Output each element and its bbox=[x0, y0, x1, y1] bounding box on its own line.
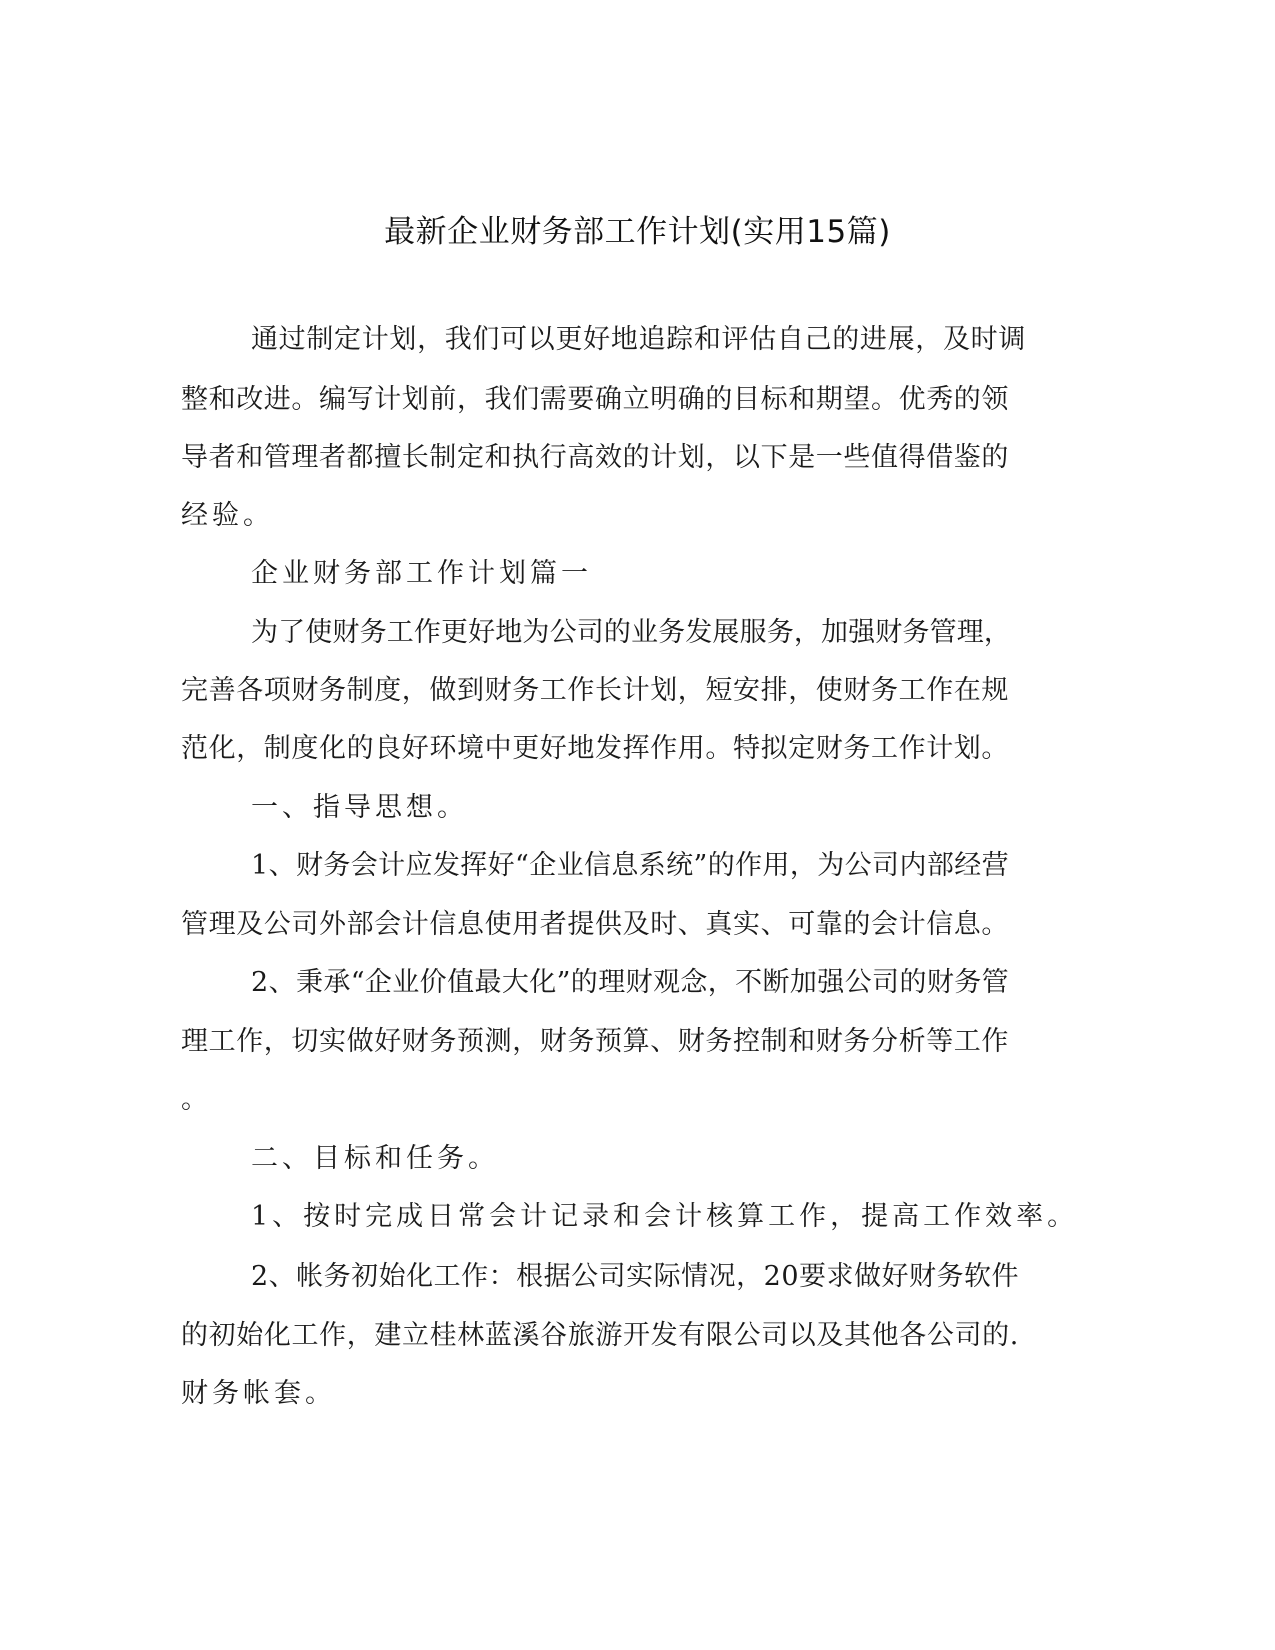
paragraph-line: 。 bbox=[181, 1084, 212, 1115]
paragraph-line: 整和改进。编写计划前，我们需要确立明确的目标和期望。优秀的领 bbox=[181, 384, 1009, 415]
paragraph-line: 通过制定计划，我们可以更好地追踪和评估自己的进展，及时调 bbox=[251, 324, 1026, 355]
document-title: 最新企业财务部工作计划(实用15篇) bbox=[384, 214, 891, 250]
paragraph-line: 1、按时完成日常会计记录和会计核算工作，提高工作效率。 bbox=[251, 1201, 1079, 1232]
paragraph-line: 企业财务部工作计划篇一 bbox=[251, 558, 592, 589]
paragraph-line: 范化，制度化的良好环境中更好地发挥作用。特拟定财务工作计划。 bbox=[181, 733, 1009, 764]
paragraph-line: 经验。 bbox=[181, 500, 274, 531]
paragraph-line: 1、财务会计应发挥好“企业信息系统”的作用，为公司内部经营 bbox=[251, 850, 1009, 881]
paragraph-line: 为了使财务工作更好地为公司的业务发展服务，加强财务管理， bbox=[251, 617, 1011, 648]
paragraph-line: 二、目标和任务。 bbox=[251, 1143, 499, 1174]
paragraph-line: 一、指导思想。 bbox=[251, 792, 468, 823]
paragraph-line: 的初始化工作，建立桂林蓝溪谷旅游开发有限公司以及其他各公司的. bbox=[181, 1320, 1019, 1351]
paragraph-line: 理工作，切实做好财务预测，财务预算、财务控制和财务分析等工作 bbox=[181, 1026, 1009, 1057]
paragraph-line: 2、帐务初始化工作：根据公司实际情况，20要求做好财务软件 bbox=[251, 1261, 1019, 1292]
paragraph-line: 完善各项财务制度，做到财务工作长计划，短安排，使财务工作在规 bbox=[181, 675, 1009, 706]
paragraph-line: 管理及公司外部会计信息使用者提供及时、真实、可靠的会计信息。 bbox=[181, 909, 1009, 940]
paragraph-line: 2、秉承“企业价值最大化”的理财观念，不断加强公司的财务管 bbox=[251, 967, 1009, 998]
paragraph-line: 导者和管理者都擅长制定和执行高效的计划，以下是一些值得借鉴的 bbox=[181, 442, 1009, 473]
paragraph-line: 财务帐套。 bbox=[181, 1378, 336, 1409]
